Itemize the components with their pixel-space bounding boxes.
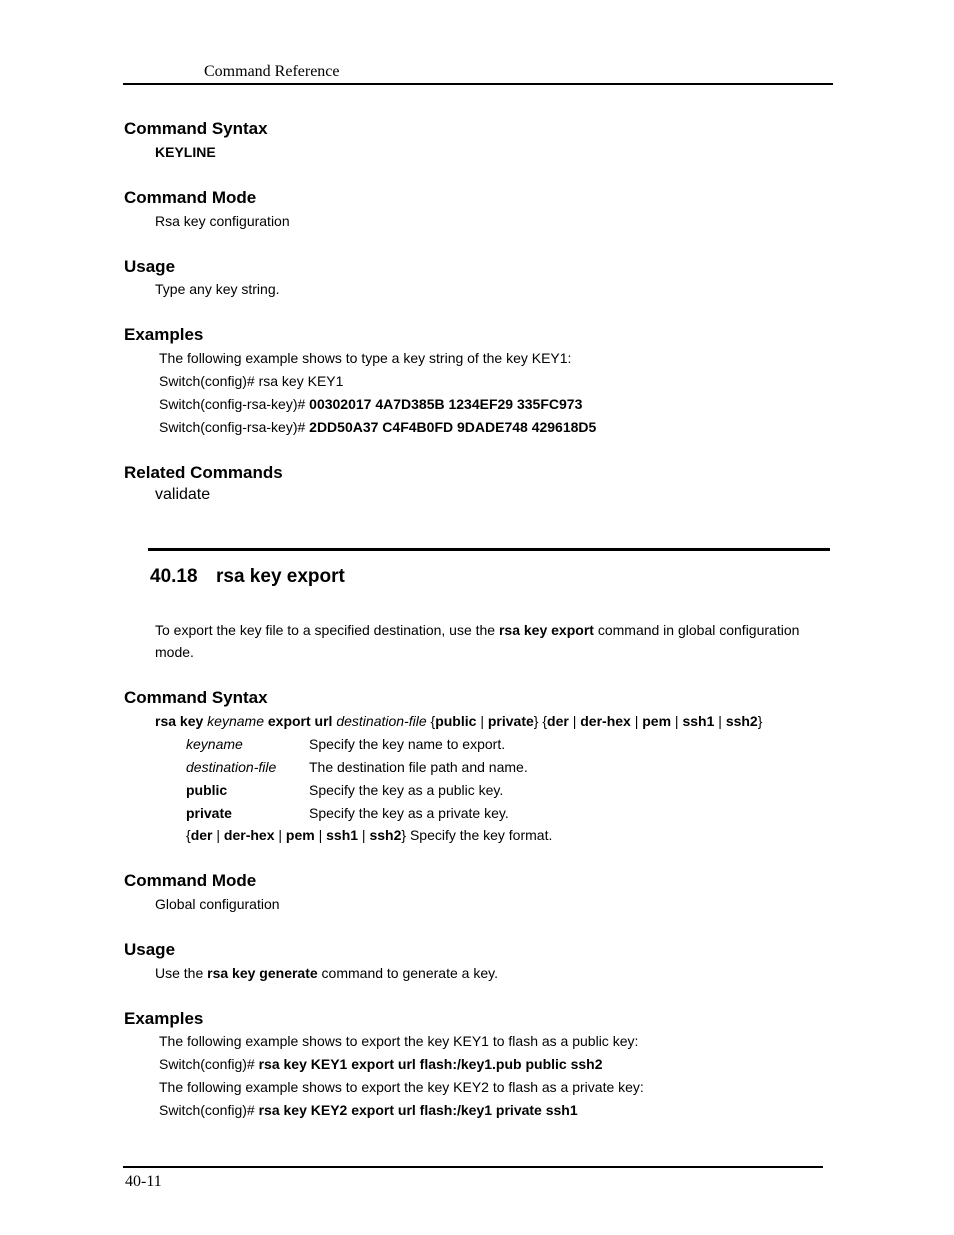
- syntax-keyword: ssh1: [682, 713, 715, 729]
- syntax-argument: destination-file: [336, 713, 427, 729]
- param-format-row: [186, 827, 552, 843]
- key-string: 00302017 4A7D385B 1234EF29 335FC973: [309, 396, 583, 412]
- example-command: rsa key KEY1 export url flash:/key1.pub public ssh2: [258, 1056, 603, 1072]
- syntax-keyword: private: [487, 713, 534, 729]
- page-number: 40-11: [125, 1173, 162, 1190]
- syntax-separator: |: [714, 713, 726, 729]
- syntax-brace: } {: [533, 713, 548, 729]
- prompt-text: Switch(config)#: [159, 1102, 259, 1118]
- syntax-keyword: pem: [642, 713, 672, 729]
- usage-heading: Usage: [124, 940, 176, 959]
- syntax-brace: {: [186, 827, 191, 843]
- syntax-keyword: export url: [267, 713, 333, 729]
- examples-heading: Examples: [124, 325, 204, 344]
- syntax-brace: }: [401, 827, 407, 843]
- example-command: rsa key KEY2 export url flash:/key1 private ssh1: [258, 1102, 578, 1118]
- example-line: [159, 1056, 603, 1072]
- example-intro: The following example shows to export the key KEY2 to flash as a private key:: [159, 1079, 644, 1095]
- param-desc: Specify the key format.: [406, 827, 553, 843]
- example-line: Switch(config)# rsa key KEY1: [159, 373, 344, 389]
- mode-heading: Command Mode: [124, 871, 257, 890]
- syntax-argument: keyname: [207, 713, 264, 729]
- param-name: private: [186, 805, 232, 821]
- syntax-keyword: der-hex: [223, 827, 275, 843]
- usage-heading: Usage: [124, 257, 176, 276]
- usage-part: Use the: [155, 965, 208, 981]
- param-desc: Specify the key as a public key.: [309, 782, 504, 798]
- intro-text: command in global configuration: [593, 622, 800, 638]
- syntax-separator: |: [358, 827, 370, 843]
- key-string: 2DD50A37 C4F4B0FD 9DADE748 429618D5: [309, 419, 597, 435]
- intro-text: To export the key file to a specified destination, use the: [155, 622, 499, 638]
- param-desc: Specify the key name to export.: [309, 736, 506, 752]
- prompt-text: Switch(config-rsa-key)#: [159, 396, 310, 412]
- section-number: 40.18: [150, 566, 198, 587]
- param-desc: The destination file path and name.: [309, 759, 528, 775]
- param-name: public: [186, 782, 228, 798]
- syntax-brace: }: [757, 713, 763, 729]
- param-desc: Specify the key as a private key.: [309, 805, 509, 821]
- syntax-keyword: ssh1: [326, 827, 359, 843]
- syntax-line: [155, 713, 762, 729]
- syntax-heading: Command Syntax: [124, 688, 268, 707]
- intro-paragraph: [155, 622, 799, 638]
- related-heading: Related Commands: [124, 463, 283, 482]
- syntax-separator: |: [630, 713, 643, 729]
- usage-part: command to generate a key.: [317, 965, 498, 981]
- prompt-text: Switch(config-rsa-key)#: [159, 419, 310, 435]
- usage-text: Type any key string.: [155, 281, 280, 297]
- syntax-separator: |: [568, 713, 581, 729]
- syntax-keyword: ssh2: [725, 713, 758, 729]
- param-name: destination-file: [186, 759, 277, 775]
- syntax-separator: |: [274, 827, 286, 843]
- intro-continuation: mode.: [155, 644, 194, 660]
- syntax-keyword: rsa key: [155, 713, 204, 729]
- mode-text: Global configuration: [155, 896, 280, 912]
- intro-command: rsa key export: [498, 622, 594, 638]
- section-rule: [148, 548, 830, 551]
- mode-heading: Command Mode: [124, 188, 257, 207]
- example-line: [159, 396, 582, 412]
- syntax-keyword: der: [190, 827, 213, 843]
- syntax-keyword: der: [547, 713, 569, 729]
- related-command: validate: [155, 486, 211, 503]
- syntax-keyword: pem: [285, 827, 315, 843]
- header-rule: [123, 83, 833, 85]
- prompt-text: Switch(config)#: [159, 1056, 259, 1072]
- syntax-keyword: public: [435, 713, 477, 729]
- example-intro: The following example shows to type a key string of the key KEY1:: [159, 350, 572, 366]
- usage-text: [155, 965, 498, 981]
- syntax-separator: |: [476, 713, 488, 729]
- mode-text: Rsa key configuration: [155, 213, 290, 229]
- section-title: rsa key export: [216, 566, 345, 587]
- example-intro: The following example shows to export the key KEY1 to flash as a public key:: [159, 1033, 639, 1049]
- syntax-text: KEYLINE: [155, 144, 216, 160]
- example-line: [159, 1102, 578, 1118]
- syntax-brace: {: [430, 713, 436, 729]
- syntax-separator: |: [212, 827, 224, 843]
- example-line: [159, 419, 596, 435]
- syntax-keyword: ssh2: [369, 827, 402, 843]
- examples-heading: Examples: [124, 1009, 204, 1028]
- param-name: keyname: [186, 736, 243, 752]
- running-header: Command Reference: [204, 63, 340, 80]
- syntax-separator: |: [671, 713, 683, 729]
- syntax-heading: Command Syntax: [124, 119, 268, 138]
- syntax-separator: |: [314, 827, 327, 843]
- footer-rule: [123, 1166, 823, 1168]
- syntax-keyword: der-hex: [580, 713, 631, 729]
- usage-command: rsa key generate: [207, 965, 318, 981]
